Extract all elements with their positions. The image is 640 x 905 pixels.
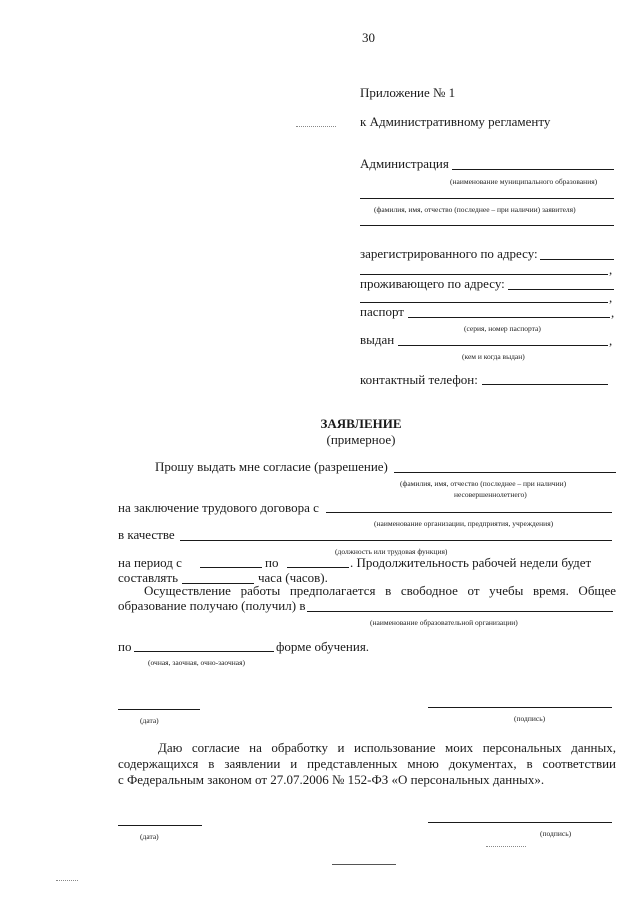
period-from-label: на период с bbox=[118, 555, 182, 570]
hours-prefix: составлять bbox=[118, 570, 179, 585]
issued-label: выдан bbox=[360, 332, 395, 347]
phone-label: контактный телефон: bbox=[360, 372, 478, 387]
minor-name-hint-2: несовершеннолетнего) bbox=[454, 490, 527, 499]
comma: , bbox=[611, 305, 615, 320]
passport-label: паспорт bbox=[360, 304, 404, 319]
statement-subtitle: (примерное) bbox=[326, 432, 396, 447]
study-form-hint: (очная, заочная, очно-заочная) bbox=[148, 658, 246, 667]
organization-hint: (наименование организации, предприятия, учреждения) bbox=[374, 519, 554, 528]
hours-suffix: часа (часов). bbox=[258, 570, 328, 585]
applicant-name-hint: (фамилия, имя, отчество (последнее – при наличии) заявителя) bbox=[374, 205, 576, 214]
applicant-name-field[interactable] bbox=[360, 198, 614, 199]
minor-name-field[interactable] bbox=[394, 472, 616, 473]
signature-field[interactable] bbox=[428, 707, 612, 708]
education-label: образование получаю (получил) в bbox=[118, 598, 306, 613]
appendix-subtitle: к Административному регламенту bbox=[360, 114, 551, 129]
passport-hint: (серия, номер паспорта) bbox=[464, 324, 541, 333]
page-number: 30 bbox=[362, 30, 375, 45]
scan-artifact bbox=[486, 846, 526, 847]
date-field[interactable] bbox=[118, 709, 200, 710]
administration-hint: (наименование муниципального образования) bbox=[450, 177, 598, 186]
period-from-field[interactable] bbox=[200, 567, 262, 568]
footer-rule bbox=[332, 864, 396, 865]
date-hint: (дата) bbox=[140, 716, 159, 725]
issued-hint: (кем и когда выдан) bbox=[462, 352, 525, 361]
registered-address-field-2[interactable] bbox=[360, 274, 608, 275]
position-field[interactable] bbox=[180, 540, 612, 541]
consent-signature-field[interactable] bbox=[428, 822, 612, 823]
residing-address-label: проживающего по адресу: bbox=[360, 276, 505, 291]
issued-field[interactable] bbox=[398, 345, 608, 346]
administration-field[interactable] bbox=[452, 169, 614, 170]
consent-line-3: с Федеральным законом от 27.07.2006 № 152-ФЗ «О персональных данных». bbox=[118, 772, 545, 787]
request-label: Прошу выдать мне согласие (разрешение) bbox=[155, 459, 388, 474]
education-hint: (наименование образовательной организации) bbox=[370, 618, 518, 627]
phone-field[interactable] bbox=[482, 384, 608, 385]
registered-address-field[interactable] bbox=[540, 259, 614, 260]
position-label: в качестве bbox=[118, 527, 175, 542]
study-form-field[interactable] bbox=[134, 651, 274, 652]
period-to-field[interactable] bbox=[287, 567, 349, 568]
study-form-label: форме обучения. bbox=[276, 639, 370, 654]
consent-date-field[interactable] bbox=[118, 825, 202, 826]
period-tail: . Продолжительность рабочей недели будет bbox=[350, 555, 592, 570]
appendix-title: Приложение № 1 bbox=[360, 85, 456, 100]
statement-title: ЗАЯВЛЕНИЕ bbox=[320, 416, 402, 431]
signature-hint: (подпись) bbox=[514, 714, 546, 723]
position-hint: (должность или трудовая функция) bbox=[335, 547, 448, 556]
education-field[interactable] bbox=[307, 611, 613, 612]
consent-date-hint: (дата) bbox=[140, 832, 159, 841]
consent-signature-hint: (подпись) bbox=[540, 829, 572, 838]
by-label: по bbox=[118, 639, 132, 654]
work-time-line: Осуществление работы предполагается в свободное от учебы время. Общее bbox=[144, 583, 616, 598]
applicant-name-field-2[interactable] bbox=[360, 225, 614, 226]
passport-field[interactable] bbox=[408, 317, 610, 318]
scan-artifact bbox=[56, 880, 78, 881]
minor-name-hint-1: (фамилия, имя, отчество (последнее – при наличии) bbox=[400, 479, 567, 488]
comma: , bbox=[609, 262, 613, 277]
comma: , bbox=[609, 290, 613, 305]
contract-label: на заключение трудового договора с bbox=[118, 500, 319, 515]
consent-line-1: Даю согласие на обработку и использование моих персональных данных, bbox=[158, 740, 616, 755]
residing-address-field[interactable] bbox=[508, 289, 614, 290]
administration-label: Администрация bbox=[360, 156, 449, 171]
scan-artifact bbox=[296, 126, 336, 127]
residing-address-field-2[interactable] bbox=[360, 302, 608, 303]
organization-field[interactable] bbox=[326, 512, 612, 513]
period-to-label: по bbox=[265, 555, 279, 570]
comma: , bbox=[609, 333, 613, 348]
registered-address-label: зарегистрированного по адресу: bbox=[360, 246, 538, 261]
consent-line-2: содержащихся в заявлении и представленных мною документах, в соответствии bbox=[118, 756, 616, 771]
